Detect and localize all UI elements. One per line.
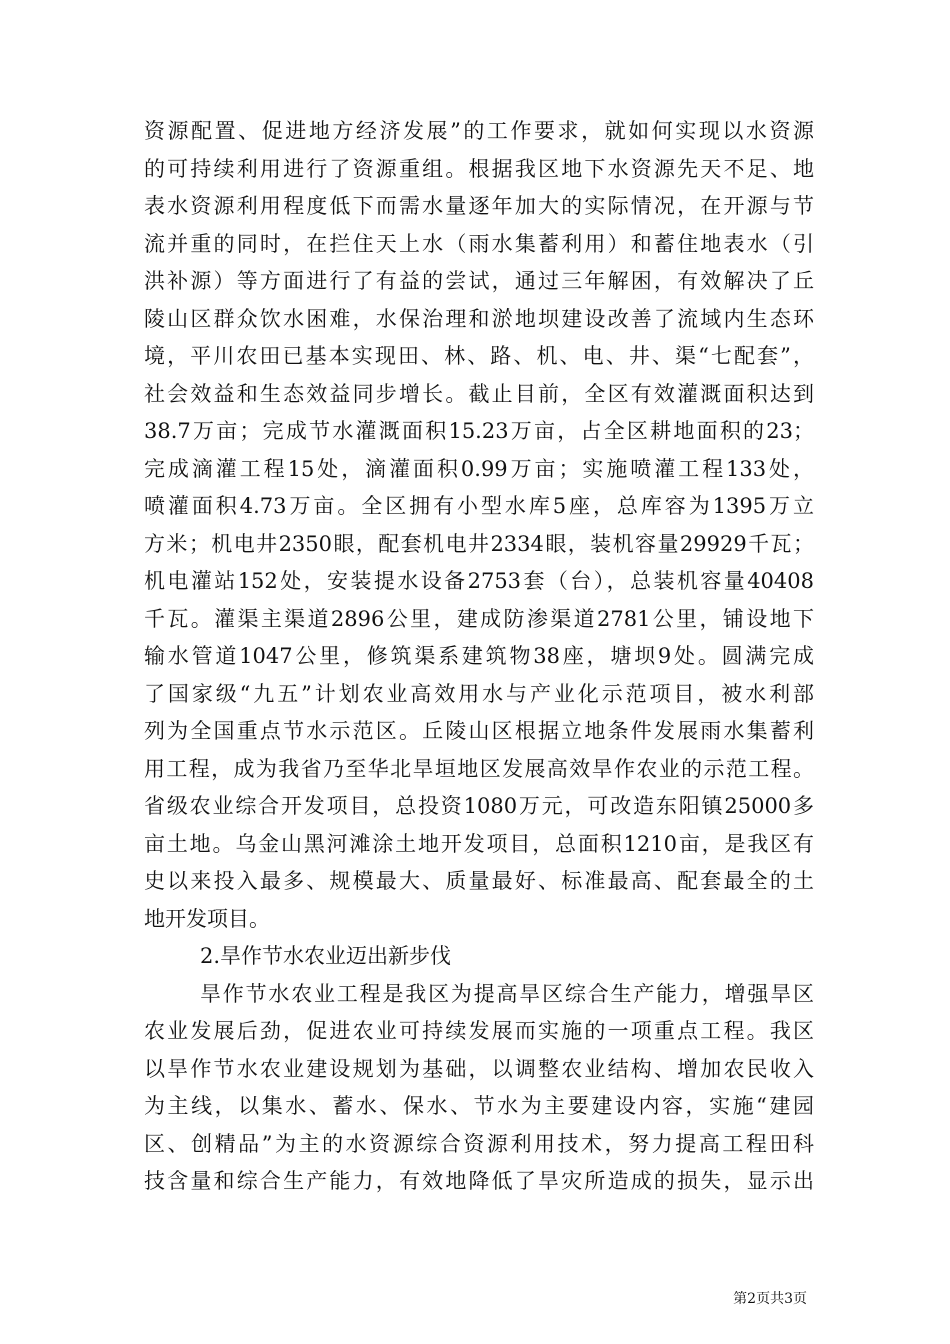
page-number: 第2页共3页 bbox=[733, 1291, 807, 1307]
text-line: 的可持续利用进行了资源重组。根据我区地下水资源先天不足、地 bbox=[144, 156, 814, 181]
section-heading: 2.旱作节水农业迈出新步伐 bbox=[200, 944, 452, 968]
text-line: 表水资源利用程度低下而需水量逐年加大的实际情况，在开源与节 bbox=[144, 194, 814, 218]
text-line: 千瓦。灌渠主渠道2896公里，建成防渗渠道2781公里，铺设地下 bbox=[144, 606, 814, 631]
text-line: 完成滴灌工程15处，滴灌面积0.99万亩；实施喷灌工程133处， bbox=[144, 456, 814, 481]
text-line: 为主线，以集水、蓄水、保水、节水为主要建设内容，实施“建园 bbox=[144, 1094, 814, 1118]
text-line: 区、创精品”为主的水资源综合资源利用技术，努力提高工程田科 bbox=[144, 1131, 814, 1156]
text-line: 省级农业综合开发项目，总投资1080万元，可改造东阳镇25000多 bbox=[144, 794, 814, 818]
text-line: 技含量和综合生产能力，有效地降低了旱灾所造成的损失，显示出 bbox=[144, 1169, 814, 1193]
text-line: 方米；机电井2350眼，配套机电井2334眼，装机容量29929千瓦； bbox=[144, 531, 814, 556]
text-line: 资源配置、促进地方经济发展”的工作要求，就如何实现以水资源 bbox=[144, 119, 814, 143]
text-line: 史以来投入最多、规模最大、质量最好、标准最高、配套最全的土 bbox=[144, 869, 814, 893]
text-line: 地开发项目。 bbox=[144, 906, 270, 931]
text-line: 用工程，成为我省乃至华北旱垣地区发展高效旱作农业的示范工程。 bbox=[144, 756, 814, 781]
text-line: 了国家级“九五”计划农业高效用水与产业化示范项目，被水利部 bbox=[144, 681, 814, 706]
text-line: 农业发展后劲，促进农业可持续发展而实施的一项重点工程。我区 bbox=[144, 1019, 814, 1043]
text-line: 输水管道1047公里，修筑渠系建筑物38座，塘坝9处。圆满完成 bbox=[144, 644, 814, 668]
document-body bbox=[144, 113, 814, 1201]
text-line: 社会效益和生态效益同步增长。截止目前，全区有效灌溉面积达到 bbox=[144, 381, 814, 406]
text-line: 机电灌站152处，安装提水设备2753套（台），总装机容量40408 bbox=[144, 569, 814, 593]
text-line: 旱作节水农业工程是我区为提高旱区综合生产能力，增强旱区 bbox=[200, 981, 814, 1006]
text-line: 流并重的同时，在拦住天上水（雨水集蓄利用）和蓄住地表水（引 bbox=[144, 231, 814, 256]
text-line: 境，平川农田已基本实现田、林、路、机、电、井、渠“七配套”， bbox=[144, 344, 814, 368]
text-line: 以旱作节水农业建设规划为基础，以调整农业结构、增加农民收入 bbox=[144, 1056, 814, 1081]
text-line: 洪补源）等方面进行了有益的尝试，通过三年解困，有效解决了丘 bbox=[144, 269, 814, 293]
text-line: 38.7万亩；完成节水灌溉面积15.23万亩，占全区耕地面积的23； bbox=[144, 419, 814, 443]
text-line: 喷灌面积4.73万亩。全区拥有小型水库5座，总库容为1395万立 bbox=[144, 494, 814, 518]
text-line: 陵山区群众饮水困难，水保治理和淤地坝建设改善了流域内生态环 bbox=[144, 306, 814, 331]
text-line: 亩土地。乌金山黑河滩涂土地开发项目，总面积1210亩，是我区有 bbox=[144, 831, 814, 856]
text-line: 列为全国重点节水示范区。丘陵山区根据立地条件发展雨水集蓄利 bbox=[144, 719, 814, 743]
